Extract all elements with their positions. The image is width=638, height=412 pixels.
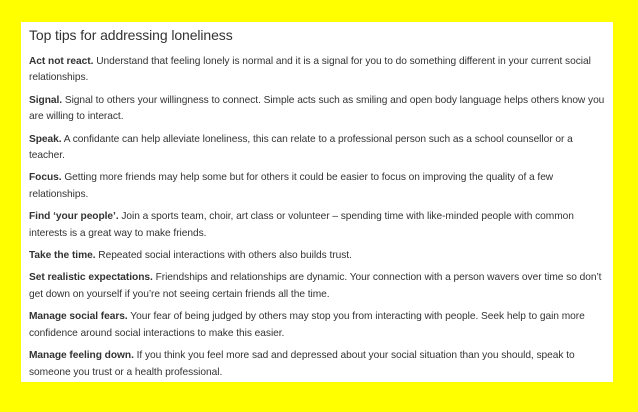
- tips-panel: [21, 22, 613, 382]
- tip-heading: Act not react.: [29, 56, 94, 67]
- tip-act-not-react: [29, 54, 606, 87]
- tip-heading: Find ‘your people’.: [29, 211, 119, 223]
- tip-signal: [29, 93, 606, 126]
- tip-text: Signal to others your willingness to connect. Simple acts such as smiling and open body language helps others know you are willing to interact.: [29, 94, 605, 123]
- tip-heading: Manage feeling down.: [29, 350, 134, 362]
- tip-heading: Focus.: [29, 172, 62, 184]
- tip-heading: Signal.: [29, 94, 63, 106]
- tip-manage-social-fears: [29, 309, 606, 342]
- tip-text: Understand that feeling lonely is normal and it is a signal for you to do something different in your current social relationships.: [29, 56, 591, 84]
- tip-set-realistic-expectations: [29, 270, 606, 303]
- tip-text: Your fear of being judged by others may stop you from interacting with people. Seek help to gain more confidence around social interactions to make this easier.: [29, 311, 585, 339]
- tip-text: Friendships and relationships are dynamic. Your connection with a person wavers over time so don’t get down on yourself if you’re not seeing certain friends all the time.: [29, 272, 602, 300]
- page-title: Top tips for addressing loneliness: [29, 27, 233, 43]
- tip-heading: Set realistic expectations.: [29, 272, 153, 284]
- tip-text: A confidante can help alleviate loneliness, this can relate to a professional person such as a school counsellor or a teacher.: [29, 133, 573, 162]
- tip-text: Join a sports team, choir, art class or volunteer – spending time with like-minded people with common interests is a great way to make friends.: [29, 211, 574, 239]
- tip-text: If you think you feel more sad and depressed about your social situation than you should, speak to someone you trust or a health professional.: [29, 350, 575, 378]
- tip-heading: Speak.: [29, 133, 62, 145]
- tip-focus: [29, 170, 606, 203]
- tip-text: Getting more friends may help some but for others it could be easier to focus on improving the quality of a few relationships.: [29, 172, 554, 200]
- tip-find-your-people: [29, 209, 606, 242]
- tip-speak: [29, 132, 606, 165]
- tip-text: Repeated social interactions with others also builds trust.: [98, 250, 352, 262]
- tip-take-the-time: [29, 248, 606, 264]
- tip-heading: Manage social fears.: [29, 311, 128, 323]
- tip-manage-feeling-down: [29, 348, 606, 381]
- tip-heading: Take the time.: [29, 250, 96, 262]
